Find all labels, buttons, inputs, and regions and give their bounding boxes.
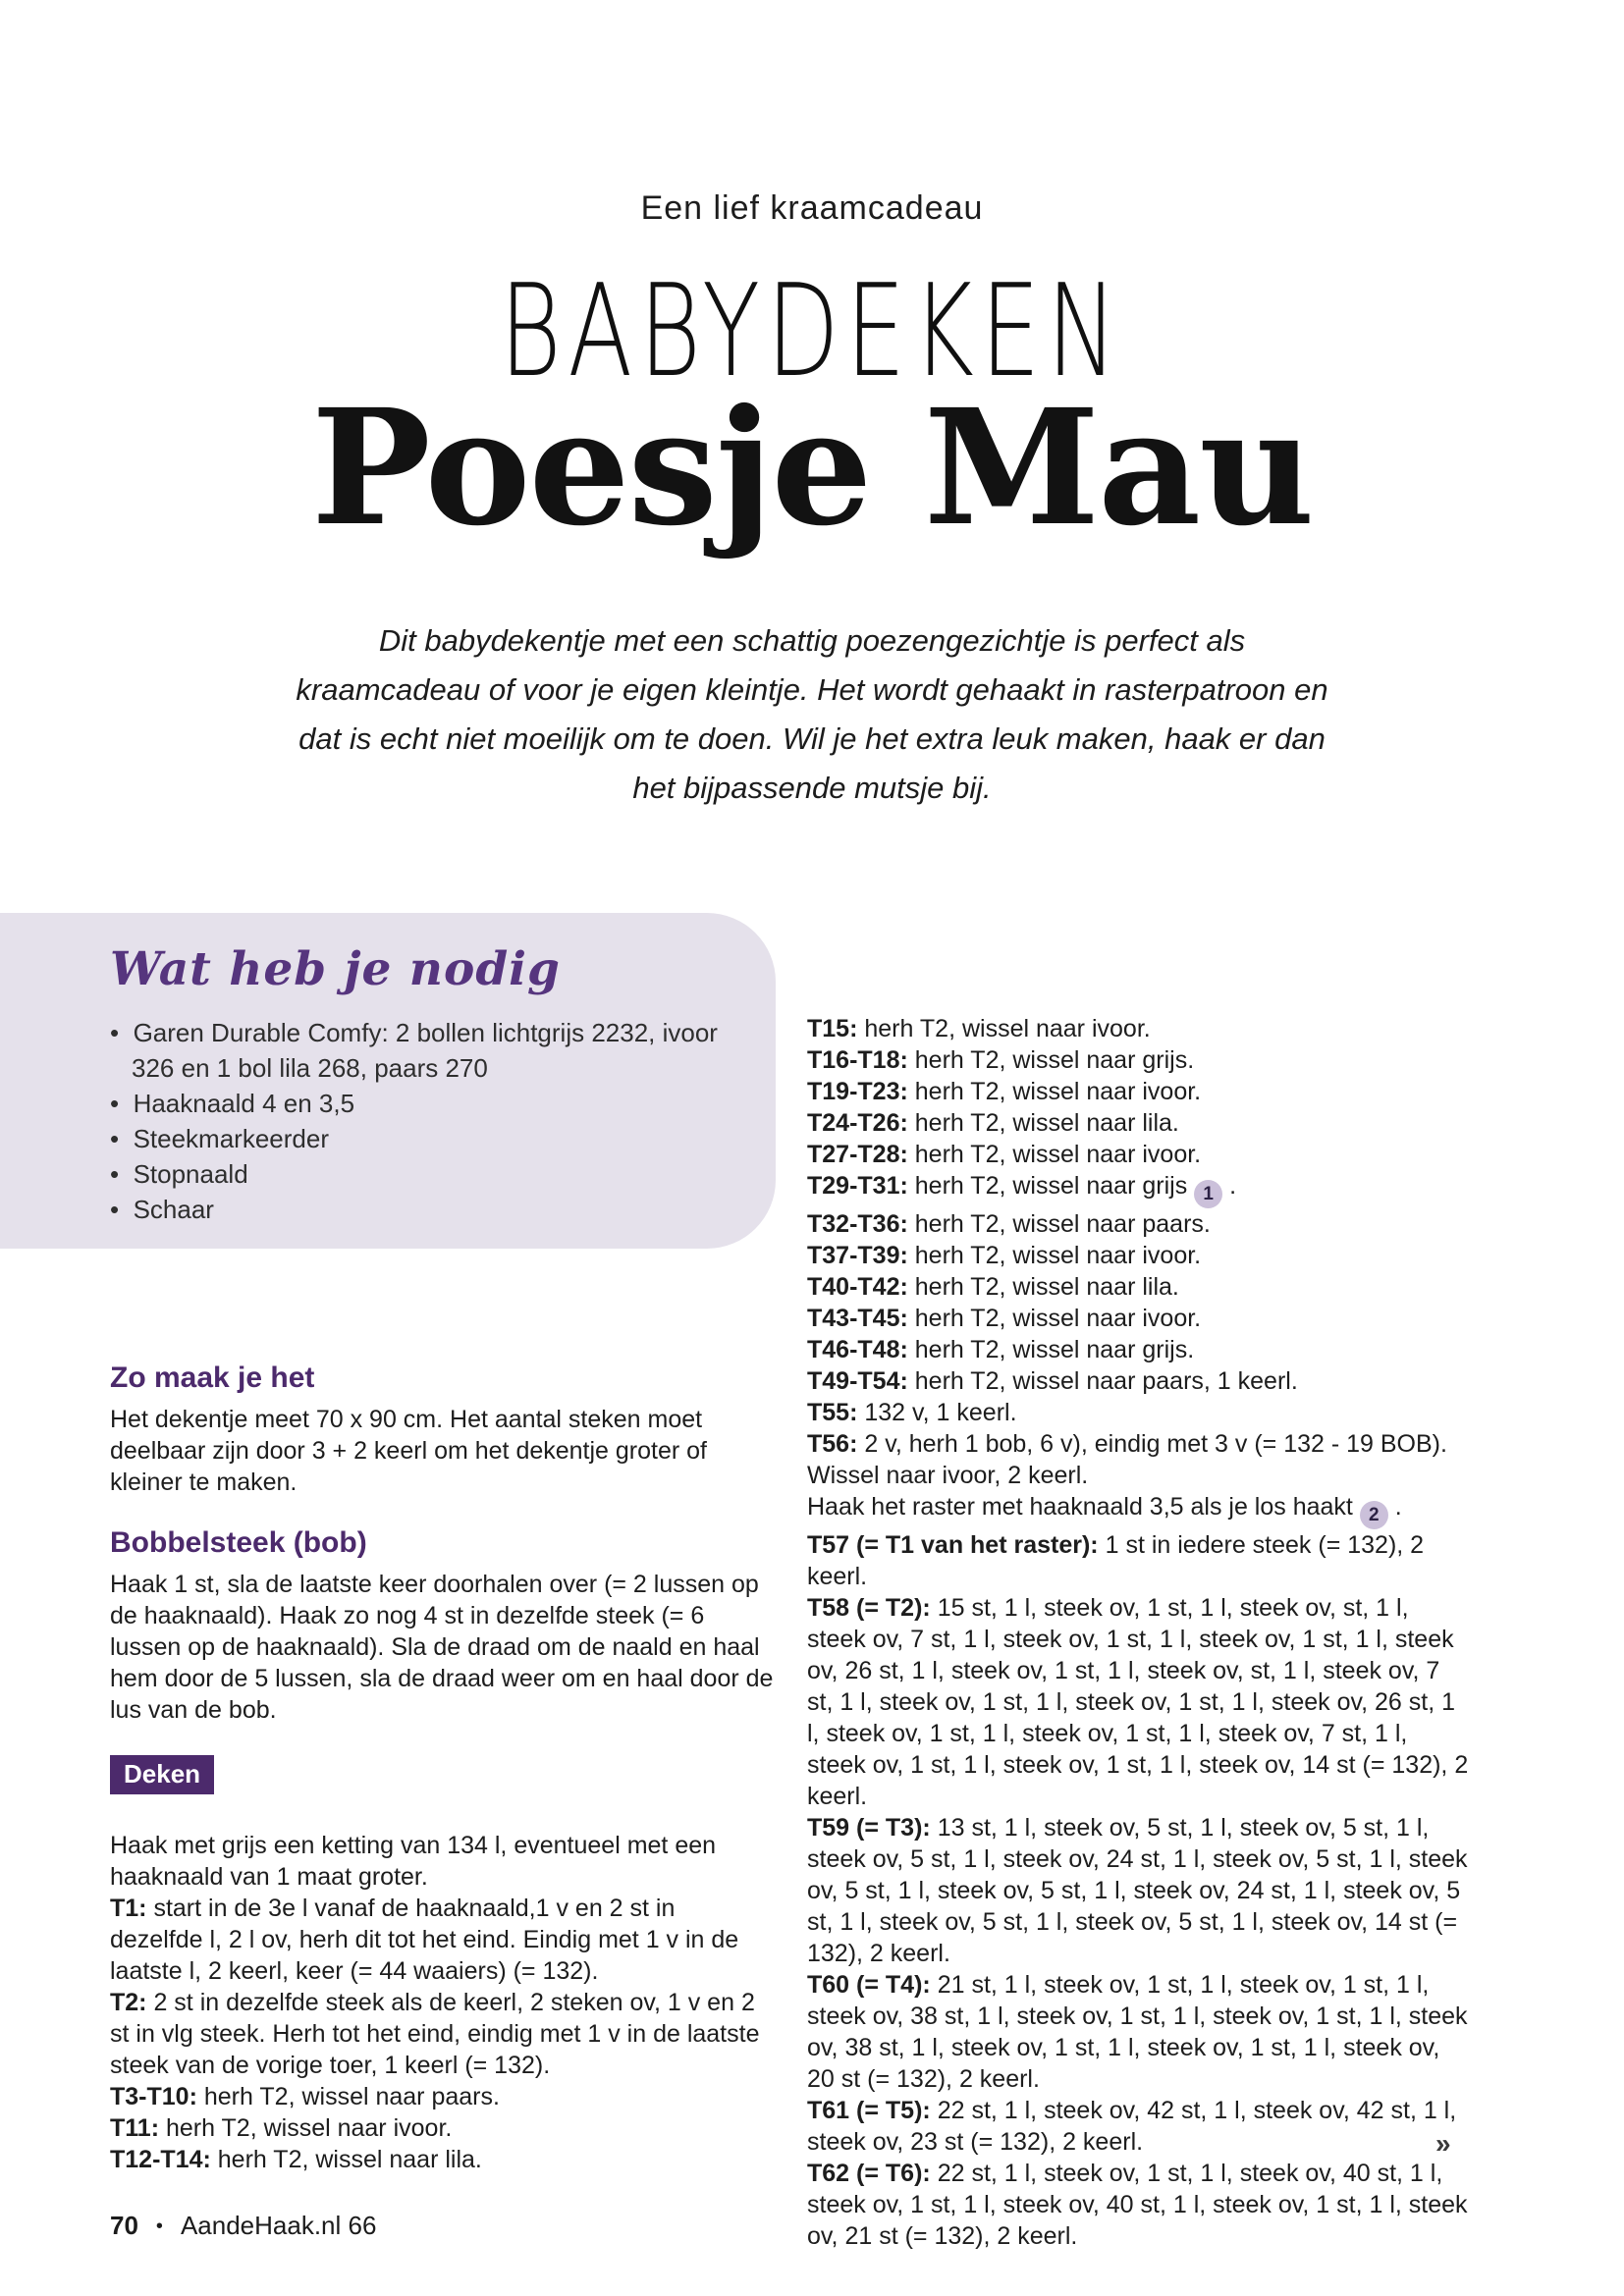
section-body: Haak 1 st, sla de laatste keer doorhalen over (= 2 lussen op de haaknaald). Haak zo nog 4 st in dezelfde steek (= 6 lussen op de haaknaald). Sla de draad om de naald en haal hem door de 5 lussen, sla de draad weer om en haal door de lus van de bob. — [110, 1571, 774, 1724]
pattern-row: T24-T26: herh T2, wissel naar lila. — [807, 1109, 1179, 1137]
pattern-row: T56: 2 v, herh 1 bob, 6 v), eindig met 3 v (= 132 - 19 BOB). Wissel naar ivoor, 2 keerl. — [807, 1430, 1447, 1489]
list-item: • Schaar — [110, 1192, 736, 1227]
step-badge: 2 — [1360, 1501, 1388, 1529]
pattern-row: T46-T48: herh T2, wissel naar grijs. — [807, 1336, 1195, 1363]
pattern-row: T37-T39: herh T2, wissel naar ivoor. — [807, 1242, 1202, 1269]
row-label: T40-T42: — [807, 1273, 908, 1301]
row-label: T58 (= T2): — [807, 1594, 931, 1622]
row-label: T19-T23: — [807, 1078, 908, 1105]
right-column — [807, 1013, 1471, 2252]
materials-box — [0, 913, 776, 1249]
pattern-row: T3-T10: herh T2, wissel naar paars. — [110, 2083, 500, 2110]
pattern-row: T29-T31: herh T2, wissel naar grijs 1 . — [807, 1170, 1471, 1208]
pattern-row: T58 (= T2): 15 st, 1 l, steek ov, 1 st, 1 l, steek ov, st, 1 l, steek ov, 7 st, 1 l, steek ov, 1 st, 1 l, steek ov, 1 st, 1 l, steek ov, 26 st, 1 l, steek ov, 1 st, 1 l, steek ov, st, 1 l, steek ov, 7 st, 1 l, steek ov, 1 st, 1 l, steek ov, 1 st, 1 l, steek ov, 26 st, 1 l, steek ov, 1 st, 1 l, steek ov, 1 st, 1 l, steek ov, 7 st, 1 l, steek ov, 1 st, 1 l, steek ov, 1 st, 1 l, steek ov, 14 st (= 132), 2 keerl. — [807, 1594, 1469, 1810]
pattern-row: T15: herh T2, wissel naar ivoor. — [807, 1015, 1151, 1042]
pattern-row: T16-T18: herh T2, wissel naar grijs. — [807, 1046, 1195, 1074]
row-label: T32-T36: — [807, 1210, 908, 1238]
row-label: T37-T39: — [807, 1242, 908, 1269]
step-badge: 1 — [1194, 1180, 1222, 1208]
row-label: T29-T31: — [807, 1172, 908, 1200]
title-babydeken-text: BABYDEKEN — [500, 256, 1124, 405]
row-label: T16-T18: — [807, 1046, 908, 1074]
intro-text: Dit babydekentje met een schattig poezengezichtje is perfect als kraamcadeau of voor je eigen kleintje. Het wordt gehaakt in rasterpatroon en dat is echt niet moeilijk om te doen. Wil je het extra leuk maken, haak er dan het bijpassende mutsje bij. — [296, 623, 1328, 805]
pattern-row: T61 (= T5): 22 st, 1 l, steek ov, 42 st, 1 l, steek ov, 42 st, 1 l, steek ov, 23 st (= 132), 2 keerl. — [807, 2097, 1457, 2156]
magazine-name: AandeHaak.nl 66 — [180, 2211, 377, 2240]
pattern-row: T11: herh T2, wissel naar ivoor. — [110, 2114, 453, 2142]
page-number: 70 — [110, 2211, 138, 2240]
row-label: T43-T45: — [807, 1305, 908, 1332]
pattern-rows-left — [110, 1893, 774, 2175]
list-item: • Stopnaald — [110, 1156, 736, 1192]
row-label: T55: — [807, 1399, 858, 1426]
materials-list — [110, 1015, 736, 1227]
pattern-row: Haak het raster met haaknaald 3,5 als je los haakt 2 . — [807, 1491, 1471, 1529]
section-title-zo-maak-je-het: Zo maak je het — [110, 1362, 315, 1394]
row-label: T3-T10: — [110, 2083, 197, 2110]
pattern-row: T62 (= T6): 22 st, 1 l, steek ov, 1 st, 1 l, steek ov, 40 st, 1 l, steek ov, 1 st, 1 l, steek ov, 40 st, 1 l, steek ov, 1 st, 1 l, steek ov, 21 st (= 132), 2 keerl. — [807, 2160, 1468, 2250]
continue-arrow-icon: » — [1435, 2128, 1451, 2159]
pattern-row: T49-T54: herh T2, wissel naar paars, 1 keerl. — [807, 1367, 1298, 1395]
row-label: T57 (= T1 van het raster): — [807, 1531, 1099, 1559]
pattern-rows-right — [807, 1013, 1471, 2252]
row-label: T56: — [807, 1430, 858, 1458]
row-label: T11: — [110, 2114, 160, 2142]
row-label: T46-T48: — [807, 1336, 908, 1363]
row-label: T62 (= T6): — [807, 2160, 931, 2187]
pattern-row: T59 (= T3): 13 st, 1 l, steek ov, 5 st, 1 l, steek ov, 5 st, 1 l, steek ov, 5 st, 1 l, steek ov, 24 st, 1 l, steek ov, 5 st, 1 l, steek ov, 5 st, 1 l, steek ov, 5 st, 1 l, steek ov, 24 st, 1 l, steek ov, 5 st, 1 l, steek ov, 5 st, 1 l, steek ov, 5 st, 1 l, steek ov, 14 st (= 132), 2 keerl. — [807, 1814, 1468, 1967]
section-body: Het dekentje meet 70 x 90 cm. Het aantal steken moet deelbaar zijn door 3 + 2 keerl om het dekentje groter of kleiner te maken. — [110, 1406, 708, 1496]
list-item: • Garen Durable Comfy: 2 bollen lichtgrijs 2232, ivoor 326 en 1 bol lila 268, paars 270 — [110, 1015, 736, 1086]
row-label: T49-T54: — [807, 1367, 908, 1395]
list-item: • Steekmarkeerder — [110, 1121, 736, 1156]
deken-tag: Deken — [110, 1755, 214, 1794]
page-title: Poesje Mau — [311, 375, 1313, 561]
row-label: T59 (= T3): — [807, 1814, 931, 1842]
spacer — [110, 1794, 774, 1830]
row-label: T61 (= T5): — [807, 2097, 931, 2124]
kicker: Een lief kraamcadeau — [640, 189, 984, 227]
pattern-row: T27-T28: herh T2, wissel naar ivoor. — [807, 1141, 1202, 1168]
row-label: T24-T26: — [807, 1109, 908, 1137]
deken-intro: Haak met grijs een ketting van 134 l, eventueel met een haaknaald van 1 maat groter. — [110, 1832, 717, 1891]
section-title-bobbelsteek: Bobbelsteek (bob) — [110, 1526, 367, 1559]
row-label: T2: — [110, 1989, 147, 2016]
row-label: T12-T14: — [110, 2146, 211, 2173]
bullet-separator-icon: • — [155, 2216, 163, 2237]
pattern-row: T57 (= T1 van het raster): 1 st in iedere steek (= 132), 2 keerl. — [807, 1531, 1425, 1590]
materials-title: Wat heb je nodig — [110, 942, 561, 996]
pattern-row: T55: 132 v, 1 keerl. — [807, 1399, 1017, 1426]
pattern-row: T43-T45: herh T2, wissel naar ivoor. — [807, 1305, 1202, 1332]
materials-box-inner — [0, 913, 776, 1227]
pattern-row: T1: start in de 3e l vanaf de haaknaald,1 v en 2 st in dezelfde l, 2 l ov, herh dit tot het eind. Eindig met 1 v in de laatste l, 2 keerl, keer (= 44 waaiers) (= 132). — [110, 1895, 739, 1985]
pattern-row: T2: 2 st in dezelfde steek als de keerl, 2 steken ov, 1 v en 2 st in vlg steek. Herh tot het eind, eindig met 1 v in de laatste steek van de vorige toer, 1 keerl (= 132). — [110, 1989, 760, 2079]
pattern-row: T40-T42: herh T2, wissel naar lila. — [807, 1273, 1179, 1301]
row-label: T27-T28: — [807, 1141, 908, 1168]
pattern-row: T60 (= T4): 21 st, 1 l, steek ov, 1 st, 1 l, steek ov, 1 st, 1 l, steek ov, 38 st, 1 l, steek ov, 1 st, 1 l, steek ov, 1 st, 1 l, steek ov, 38 st, 1 l, steek ov, 1 st, 1 l, steek ov, 1 st, 1 l, steek ov, 20 st (= 132), 2 keerl. — [807, 1971, 1468, 2093]
left-column — [110, 1361, 774, 2175]
list-item: • Haaknaald 4 en 3,5 — [110, 1086, 736, 1121]
pattern-row: T32-T36: herh T2, wissel naar paars. — [807, 1210, 1211, 1238]
page-footer — [110, 2211, 376, 2241]
row-label: T15: — [807, 1015, 858, 1042]
row-label: T60 (= T4): — [807, 1971, 931, 1999]
spacer — [110, 1498, 774, 1525]
pattern-row: T19-T23: herh T2, wissel naar ivoor. — [807, 1078, 1202, 1105]
row-label: T1: — [110, 1895, 147, 1922]
pattern-row: T12-T14: herh T2, wissel naar lila. — [110, 2146, 482, 2173]
